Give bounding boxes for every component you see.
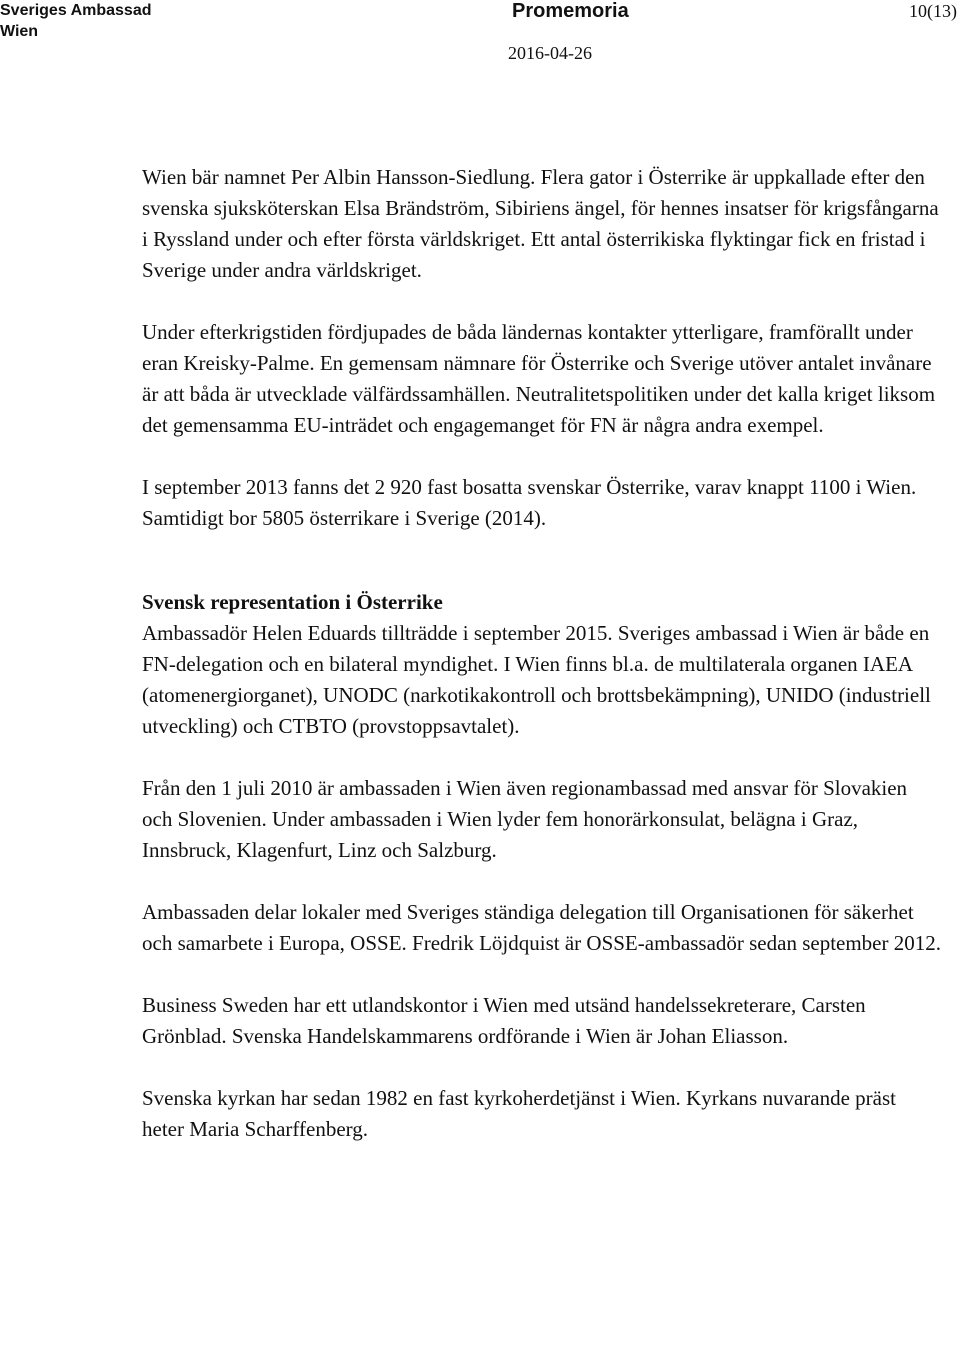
paragraph-postwar-relations: Under efterkrigstiden fördjupades de båda ländernas kontakter ytterligare, framförallt under eran Kreisky-Palme. En gemensam nämnare för Österrike och Sverige utöver antalet invånare är att båda är utvecklade välfärdssamhällen. Neutralitetspolitiken under det kalla kriget liksom det gemensamma EU-inträdet och engagemanget för FN är några andra exempel. <box>142 320 936 437</box>
section-heading: Svensk representation i Österrike <box>142 590 443 614</box>
paragraph-residents: I september 2013 fanns det 2 920 fast bosatta svenskar Österrike, varav knappt 1100 i Wien. Samtidigt bor 5805 österrikare i Sverige (2014). <box>142 475 917 530</box>
document-type: Promemoria <box>512 0 629 22</box>
paragraph-business-sweden: Business Sweden har ett utlandskontor i Wien med utsänd handelssekreterare, Carsten Grönblad. Svenska Handelskammarens ordförande i Wien är Johan Eliasson. <box>142 993 866 1048</box>
organization-city: Wien <box>0 23 39 40</box>
paragraph-ambassador: Ambassadör Helen Eduards tillträdde i september 2015. Sveriges ambassad i Wien är både en FN-delegation och en bilateral myndighet. I Wien finns bl.a. de multilaterala organen IAEA (atomenergiorganet), UNODC (narkotikakontroll och brottsbekämpning), UNIDO (industriell utveckling) och CTBTO (provstoppsavtalet). <box>142 621 931 738</box>
organization-name: Sveriges Ambassad <box>0 2 152 19</box>
paragraph-regional-embassy: Från den 1 juli 2010 är ambassaden i Wien även regionambassad med ansvar för Slovakien och Slovenien. Under ambassaden i Wien lyder fem honorärkonsulat, belägna i Graz, Innsbruck, Klagenfurt, Linz och Salzburg. <box>142 776 908 862</box>
paragraph-sweden-austria-links: Wien bär namnet Per Albin Hansson-Siedlung. Flera gator i Österrike är uppkallade efter den svenska sjuksköterskan Elsa Brändström, Sibiriens ängel, för hennes insatser för krigsfångarna i Ryssland under och efter första världskriget. Ett antal österrikiska flyktingar fick en fristad i Sverige under andra världskriget. <box>142 165 939 282</box>
section-spacer <box>142 534 942 587</box>
paragraph-osce-delegation: Ambassaden delar lokaler med Sveriges ständiga delegation till Organisationen för säkerhet och samarbete i Europa, OSSE. Fredrik Löjdquist är OSSE-ambassadör sedan september 2012. <box>142 900 941 955</box>
document-body <box>142 162 942 1145</box>
page-number: 10(13) <box>909 1 957 21</box>
document-date: 2016-04-26 <box>508 43 592 63</box>
paragraph-swedish-church: Svenska kyrkan har sedan 1982 en fast kyrkoherdetjänst i Wien. Kyrkans nuvarande präst heter Maria Scharffenberg. <box>142 1086 896 1141</box>
